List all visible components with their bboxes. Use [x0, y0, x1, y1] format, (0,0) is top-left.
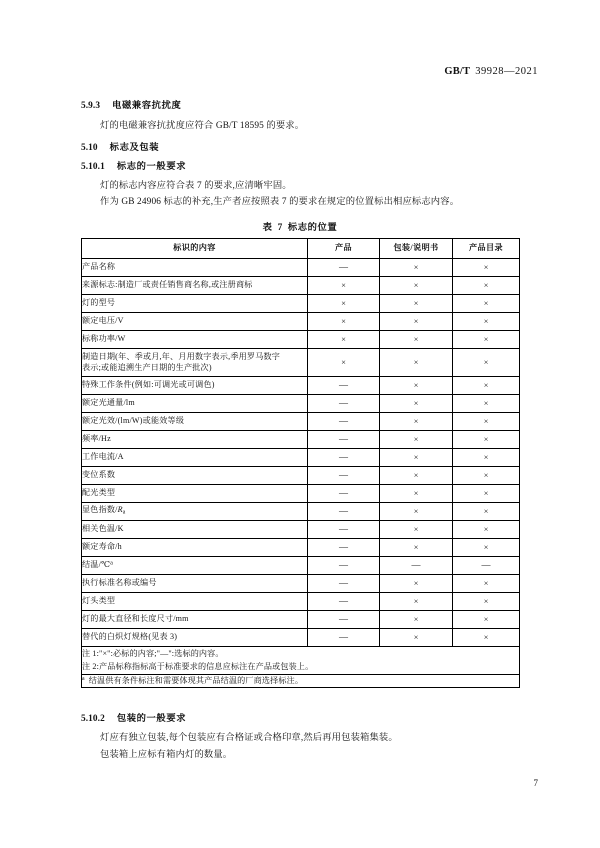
mark-required-icon: × — [413, 333, 419, 344]
clause-title: 包装的一般要求 — [116, 713, 187, 724]
table-cell-mark — [380, 574, 453, 592]
table-footnote-row — [82, 674, 520, 687]
table-cell-mark — [380, 394, 453, 412]
mark-required-icon: × — [413, 356, 419, 367]
table-cell-mark — [453, 294, 520, 312]
table-cell-mark — [453, 484, 520, 502]
mark-required-icon: × — [341, 315, 346, 326]
mark-optional-icon: — — [339, 541, 348, 552]
table-row — [82, 628, 520, 646]
table-caption-number: 7 — [277, 222, 283, 233]
table-notes — [82, 646, 520, 674]
footnote-text: 结温供有条件标注和需要体现其产品结温的厂商选择标注。 — [88, 675, 304, 685]
table-cell-mark — [380, 610, 453, 628]
mark-required-icon: × — [483, 451, 489, 462]
footnote-marker: a — [82, 675, 85, 682]
page-number: 7 — [533, 778, 538, 788]
mark-required-icon: × — [413, 577, 419, 588]
table-row — [82, 538, 520, 556]
table-cell-mark — [308, 628, 380, 646]
table-row — [82, 466, 520, 484]
mark-required-icon: × — [483, 505, 489, 516]
table-cell-mark — [380, 538, 453, 556]
table-cell-mark — [308, 312, 380, 330]
mark-required-icon: × — [413, 613, 419, 624]
mark-required-icon: × — [413, 415, 419, 426]
running-header — [444, 66, 538, 77]
clause-heading-5-10 — [81, 142, 519, 155]
table-cell-item: 额定光效/(lm/W)或能效等级 — [82, 412, 308, 430]
table-row — [82, 294, 520, 312]
table-cell-mark — [453, 394, 520, 412]
table-cell-item: 灯的型号 — [82, 294, 308, 312]
table-cell-mark — [308, 448, 380, 466]
table-header-row — [82, 238, 520, 258]
spacer — [81, 688, 519, 697]
mark-optional-icon: — — [339, 261, 348, 272]
mark-required-icon: × — [413, 379, 419, 390]
table-cell-item: 工作电流/A — [82, 448, 308, 466]
table-cell-mark — [453, 556, 520, 574]
paragraph-5-10-2-2: 包装箱上应标有箱内灯的数量。 — [100, 749, 233, 760]
mark-optional-icon: — — [339, 487, 348, 498]
table-cell-mark — [453, 376, 520, 394]
mark-optional-icon: — — [339, 433, 348, 444]
table-row — [82, 556, 520, 574]
table-row — [82, 448, 520, 466]
column-header-catalog: 产品目录 — [453, 238, 520, 258]
column-header-item: 标识的内容 — [82, 238, 308, 258]
table-cell-item: 显色指数$/R_a$ — [82, 502, 308, 520]
table-cell-mark — [453, 502, 520, 520]
table-cell-mark — [308, 376, 380, 394]
table-cell-mark — [308, 520, 380, 538]
mark-optional-icon: — — [339, 631, 348, 642]
table-cell-mark — [380, 312, 453, 330]
table-row — [82, 610, 520, 628]
mark-required-icon: × — [483, 577, 489, 588]
table-caption-label: 表 — [262, 222, 273, 233]
table-row — [82, 502, 520, 520]
table-cell-mark — [380, 448, 453, 466]
mark-optional-icon: — — [339, 505, 348, 516]
table-cell-item: 制造日期(年、季或月,年、月用数字表示,季用罗马数字 表示;或能追溯生产日期的生产批次) — [82, 348, 308, 376]
mark-required-icon: × — [483, 356, 489, 367]
table-cell-item: 额定寿命/h — [82, 538, 308, 556]
mark-required-icon: × — [413, 451, 419, 462]
table-row — [82, 312, 520, 330]
table-cell-mark — [380, 276, 453, 294]
table-cell-mark — [308, 348, 380, 376]
table-cell-mark — [453, 574, 520, 592]
table-cell-mark — [308, 502, 380, 520]
table-cell-mark — [453, 412, 520, 430]
clause-number: 5.10.1 — [81, 161, 105, 172]
table-cell-mark — [453, 592, 520, 610]
table-cell-mark — [453, 276, 520, 294]
mark-optional-icon: — — [339, 613, 348, 624]
table-row — [82, 276, 520, 294]
mark-required-icon: × — [483, 397, 489, 408]
mark-optional-icon: — — [339, 523, 348, 534]
mark-required-icon: × — [341, 356, 346, 367]
table-caption — [81, 219, 519, 233]
mark-required-icon: × — [341, 279, 346, 290]
table-row — [82, 484, 520, 502]
table-cell-item: 额定光通量/lm — [82, 394, 308, 412]
mark-optional-icon: — — [339, 577, 348, 588]
table-cell-mark — [453, 448, 520, 466]
mark-required-icon: × — [483, 261, 489, 272]
mark-required-icon: × — [413, 433, 419, 444]
mark-required-icon: × — [483, 415, 489, 426]
marking-position-table — [81, 238, 520, 688]
table-cell-item: 变位系数 — [82, 466, 308, 484]
clause-title: 标志的一般要求 — [116, 161, 187, 172]
table-cell-mark — [308, 430, 380, 448]
table-cell-mark — [453, 466, 520, 484]
table-cell-mark — [453, 348, 520, 376]
standard-number: 39928—2021 — [475, 66, 538, 77]
table-cell-mark — [380, 592, 453, 610]
mark-required-icon: × — [413, 315, 419, 326]
column-header-product: 产品 — [308, 238, 380, 258]
table-cell-mark — [380, 466, 453, 484]
table-head — [82, 238, 520, 258]
mark-optional-icon: — — [339, 595, 348, 606]
table-cell-item: 标称功率/W — [82, 330, 308, 348]
mark-required-icon: × — [483, 379, 489, 390]
table-cell-mark — [380, 556, 453, 574]
table-cell-mark — [380, 376, 453, 394]
mark-required-icon: × — [483, 523, 489, 534]
table-cell-mark — [380, 502, 453, 520]
mark-required-icon: × — [483, 613, 489, 624]
mark-required-icon: × — [413, 397, 419, 408]
table-note: 注 1:"×":必标的内容;"—":选标的内容。 — [82, 648, 224, 658]
table-row — [82, 394, 520, 412]
mark-required-icon: × — [413, 487, 419, 498]
standard-prefix: GB/T — [444, 66, 471, 77]
mark-optional-icon: — — [339, 415, 348, 426]
mark-optional-icon: — — [339, 559, 348, 570]
table-cell-mark — [380, 348, 453, 376]
mark-required-icon: × — [413, 631, 419, 642]
table-cell-item: 额定电压/V — [82, 312, 308, 330]
table-caption-title: 标志的位置 — [287, 222, 338, 233]
table-cell-mark — [380, 412, 453, 430]
table-cell-mark — [380, 430, 453, 448]
mark-required-icon: × — [483, 315, 489, 326]
table-cell-item: 特殊工作条件(例如:可调光或可调色) — [82, 376, 308, 394]
table-cell-mark — [308, 484, 380, 502]
clause-number: 5.9.3 — [81, 101, 101, 111]
clause-number: 5.10 — [81, 142, 98, 153]
table-cell-mark — [453, 610, 520, 628]
table-footnote — [82, 674, 520, 687]
table-row — [82, 430, 520, 448]
mark-required-icon: × — [413, 523, 419, 534]
table-cell-mark — [308, 592, 380, 610]
clause-heading-5-10-1 — [81, 161, 519, 174]
column-header-package: 包装/说明书 — [380, 238, 453, 258]
table-cell-item: 灯的最大直径和长度尺寸/mm — [82, 610, 308, 628]
clause-title: 电磁兼容抗扰度 — [112, 101, 182, 111]
table-row — [82, 348, 520, 376]
table-cell-mark — [308, 330, 380, 348]
table-cell-item: 结温/℃$^a$ — [82, 556, 308, 574]
table-row — [82, 412, 520, 430]
clause-title: 标志及包装 — [109, 142, 160, 153]
paragraph-5-9-3-1: 灯的电磁兼容抗扰度应符合 GB/T 18595 的要求。 — [100, 120, 305, 131]
table-cell-mark — [453, 258, 520, 276]
table-cell-item: 灯头类型 — [82, 592, 308, 610]
table-cell-mark — [453, 330, 520, 348]
table-cell-mark — [380, 330, 453, 348]
table-row — [82, 376, 520, 394]
table-note: 注 2:产品标称指标高于标准要求的信息应标注在产品或包装上。 — [82, 662, 314, 672]
mark-optional-icon: — — [339, 451, 348, 462]
table-row — [82, 592, 520, 610]
table-cell-item: 频率/Hz — [82, 430, 308, 448]
clause-heading-5-9-3 — [81, 100, 519, 113]
table-cell-item: 执行标准名称或编号 — [82, 574, 308, 592]
mark-required-icon: × — [483, 487, 489, 498]
mark-required-icon: × — [483, 433, 489, 444]
table-row — [82, 574, 520, 592]
mark-required-icon: × — [413, 261, 419, 272]
table-cell-mark — [308, 294, 380, 312]
table-cell-mark — [453, 312, 520, 330]
mark-required-icon: × — [483, 333, 489, 344]
table-cell-mark — [308, 610, 380, 628]
mark-optional-icon: — — [339, 469, 348, 480]
table-cell-mark — [380, 628, 453, 646]
table-body — [82, 258, 520, 687]
table-row — [82, 330, 520, 348]
mark-required-icon: × — [483, 469, 489, 480]
paragraph-5-10-1-1: 灯的标志内容应符合表 7 的要求,应清晰牢固。 — [100, 181, 292, 192]
mark-required-icon: × — [341, 333, 346, 344]
mark-required-icon: × — [413, 297, 419, 308]
table-cell-mark — [308, 276, 380, 294]
table-cell-mark — [308, 412, 380, 430]
mark-required-icon: × — [413, 505, 419, 516]
table-cell-mark — [453, 430, 520, 448]
table-cell-mark — [308, 394, 380, 412]
mark-optional-icon: — — [481, 559, 491, 570]
document-body — [81, 100, 519, 767]
mark-required-icon: × — [483, 631, 489, 642]
mark-optional-icon: — — [411, 559, 421, 570]
table-cell-mark — [308, 466, 380, 484]
mark-required-icon: × — [483, 297, 489, 308]
table-cell-mark — [380, 520, 453, 538]
table-cell-mark — [308, 574, 380, 592]
table-cell-mark — [380, 484, 453, 502]
table-cell-mark — [308, 258, 380, 276]
mark-required-icon: × — [413, 469, 419, 480]
mark-required-icon: × — [483, 279, 489, 290]
table-cell-item: 配光类型 — [82, 484, 308, 502]
table-cell-mark — [453, 628, 520, 646]
table-cell-mark — [453, 538, 520, 556]
mark-required-icon: × — [413, 279, 419, 290]
mark-required-icon: × — [483, 595, 489, 606]
clause-number: 5.10.2 — [81, 713, 105, 724]
paragraph-5-10-2-1: 灯应有独立包装,每个包装应有合格证或合格印章,然后再用包装箱集装。 — [100, 733, 398, 744]
table-cell-item: 来源标志:制造厂或责任销售商名称,或注册商标 — [82, 276, 308, 294]
table-row — [82, 258, 520, 276]
table-cell-mark — [308, 538, 380, 556]
table-cell-mark — [453, 520, 520, 538]
table-row — [82, 520, 520, 538]
clause-heading-5-10-2 — [81, 713, 519, 726]
table-cell-mark — [380, 258, 453, 276]
mark-required-icon: × — [483, 541, 489, 552]
mark-optional-icon: — — [339, 397, 348, 408]
paragraph-5-10-1-2: 作为 GB 24906 标志的补充,生产者应按照表 7 的要求在规定的位置标出相应标志内容。 — [100, 197, 460, 208]
table-cell-item: 相关色温/K — [82, 520, 308, 538]
mark-required-icon: × — [413, 541, 419, 552]
table-notes-row — [82, 646, 520, 674]
mark-optional-icon: — — [339, 379, 348, 390]
table-cell-mark — [380, 294, 453, 312]
table-cell-item: 产品名称 — [82, 258, 308, 276]
mark-required-icon: × — [413, 595, 419, 606]
table-cell-item: 替代的白炽灯规格(见表 3) — [82, 628, 308, 646]
mark-required-icon: × — [341, 297, 346, 308]
table-cell-mark — [308, 556, 380, 574]
